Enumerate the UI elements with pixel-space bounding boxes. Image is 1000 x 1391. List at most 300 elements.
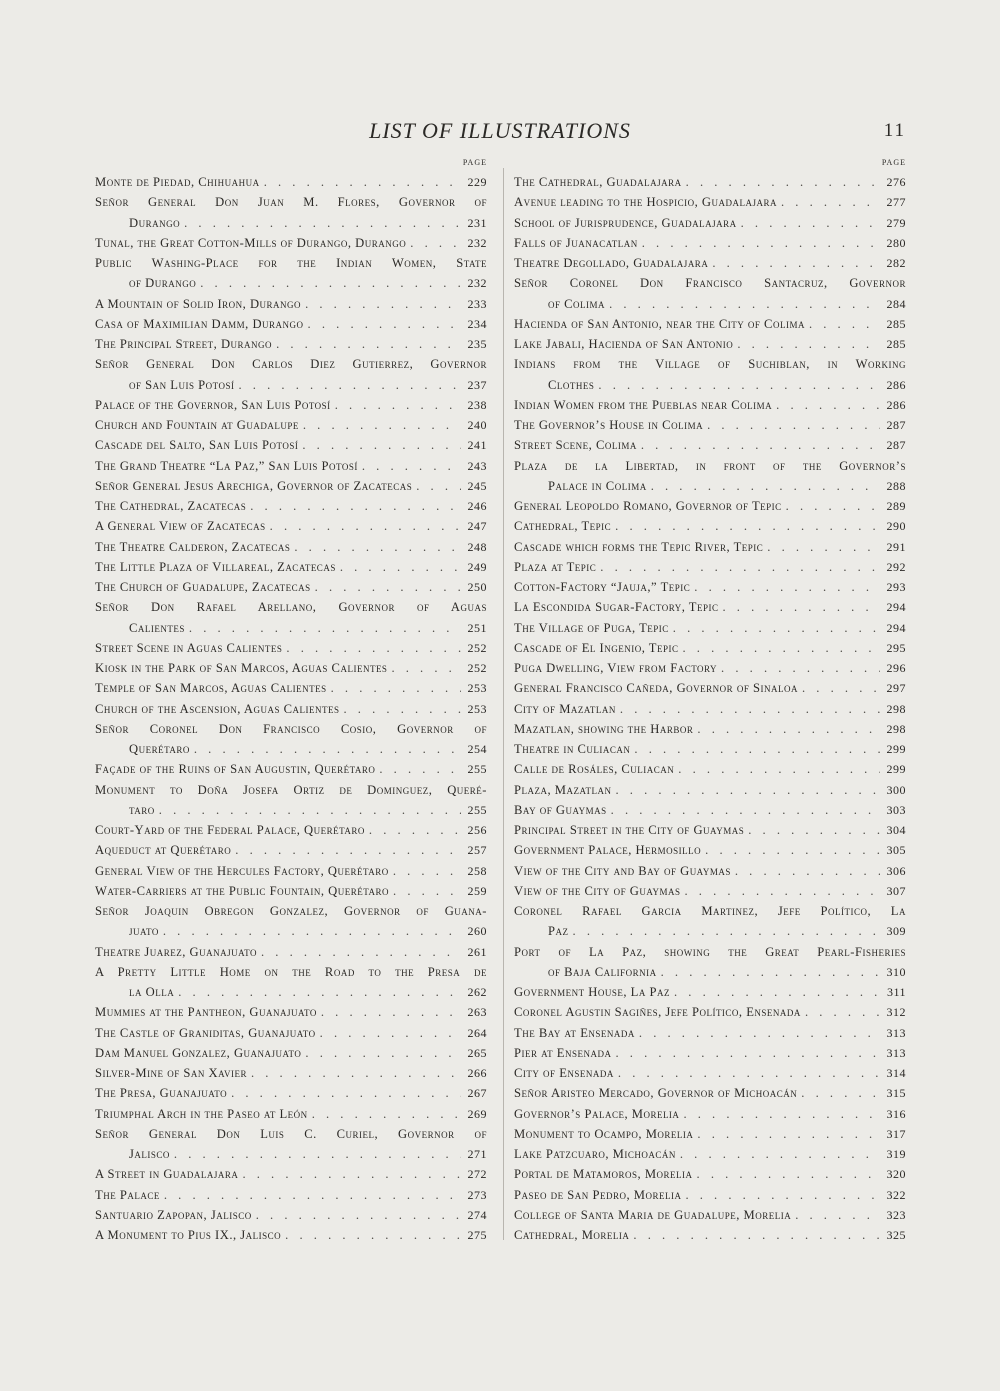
dot-leader (159, 800, 461, 820)
dot-leader (305, 1043, 461, 1063)
entry-page-number: 313 (886, 1025, 906, 1040)
entry-title-line: Señor Coronel Don Francisco Cosio, Governor of (95, 721, 487, 736)
entry-page-number: 287 (886, 418, 906, 432)
list-item (514, 1083, 906, 1103)
dot-leader (344, 699, 462, 719)
list-item (514, 1002, 906, 1022)
dot-leader (661, 962, 880, 982)
list-item (514, 334, 906, 354)
page-header (0, 116, 1000, 146)
entry-page-number: 271 (467, 1147, 487, 1161)
entry-title-line: View of the City and Bay of Guaymas (514, 863, 731, 878)
list-item (514, 192, 906, 212)
entry-title-line: Lake Jabali, Hacienda of San Antonio (514, 337, 734, 351)
entry-page-number: 262 (467, 985, 487, 999)
dot-leader (184, 213, 461, 233)
list-item (95, 1225, 487, 1245)
entry-title-line: Coronel Agustin Sagiñes, Jefe Político, Ensenada (514, 1005, 801, 1020)
entry-page-number: 310 (886, 964, 906, 979)
entry-page-number: 269 (467, 1106, 487, 1121)
entry-title-line: Triumphal Arch in the Paseo at León (95, 1106, 308, 1121)
dot-leader (712, 253, 880, 273)
list-item (514, 1205, 906, 1225)
list-item (514, 901, 906, 942)
list-item (514, 172, 906, 192)
entry-title-line: la Olla (129, 985, 175, 999)
dot-leader (801, 1083, 880, 1103)
entry-title-line: Pier at Ensenada (514, 1045, 612, 1060)
dot-leader (697, 719, 880, 739)
entry-page-number: 280 (886, 235, 906, 250)
entry-title-line: Coronel Rafael Garcia Martinez, Jefe Político, La (514, 904, 906, 918)
dot-leader (416, 476, 461, 496)
entry-page-number: 257 (467, 843, 487, 858)
list-item (514, 233, 906, 253)
dot-leader (600, 557, 880, 577)
entry-title-line: of Baja California (548, 964, 657, 979)
entry-title-line: La Escondida Sugar-Factory, Tepic (514, 600, 719, 615)
dot-leader (393, 861, 461, 881)
entry-page-number: 322 (886, 1187, 906, 1202)
dot-leader (294, 537, 461, 557)
dot-leader (767, 537, 880, 557)
entry-title-line: Cathedral, Morelia (514, 1228, 630, 1242)
entry-title-line: of Durango (129, 276, 197, 291)
dot-leader (616, 1043, 881, 1063)
entry-title-line: The Presa, Guanajuato (95, 1086, 228, 1101)
entry-title-line: Port of La Paz, showing the Great Pearl-Fisheries (514, 944, 906, 959)
entry-title-line: Theatre Juarez, Guanajuato (95, 944, 257, 959)
entry-title-line: Façade of the Ruins of San Augustin, Querétaro (95, 762, 376, 777)
dot-leader (315, 577, 461, 597)
dot-leader (303, 415, 461, 435)
entry-title-line: Cotton-Factory “Jauja,” Tepic (514, 580, 691, 594)
dot-leader (639, 1023, 880, 1043)
dot-leader (620, 699, 880, 719)
list-item (95, 1205, 487, 1225)
entry-page-number: 285 (886, 316, 906, 331)
list-item (514, 456, 906, 497)
dot-leader (618, 1063, 880, 1083)
entry-title-line: The Bay at Ensenada (514, 1025, 635, 1040)
entry-title-line: Street Scene, Colima (514, 438, 637, 453)
entry-title-line: Portal de Matamoros, Morelia (514, 1167, 693, 1182)
column-divider (503, 168, 504, 1240)
list-item (95, 314, 487, 334)
entry-title-line: College of Santa Maria de Guadalupe, Morelia (514, 1207, 792, 1222)
entry-title-line: A General View of Zacatecas (95, 519, 266, 534)
dot-leader (802, 678, 880, 698)
list-item (95, 658, 487, 678)
entry-title-line: Señor Aristeo Mercado, Governor of Michoacán (514, 1086, 798, 1101)
list-item (95, 678, 487, 698)
entry-title-line: A Pretty Little Home on the Road to the Presa de (95, 964, 487, 979)
entry-title-line: City of Mazatlan (514, 701, 616, 716)
list-item (95, 334, 487, 354)
dot-leader (305, 294, 461, 314)
entry-title-line: The Governor’s House in Colima (514, 418, 704, 432)
entry-title-line: Indian Women from the Pueblas near Colima (514, 397, 773, 412)
entry-page-number: 292 (886, 559, 906, 574)
entry-title-line: The Principal Street, Durango (95, 337, 273, 351)
entry-title-line: Lake Patzcuaro, Michoacán (514, 1147, 676, 1161)
entry-title-line: Durango (129, 215, 181, 230)
dot-leader (256, 1205, 461, 1225)
entry-title-line: Theatre in Culiacan (514, 742, 631, 756)
list-item (514, 314, 906, 334)
list-item (95, 699, 487, 719)
entry-page-number: 259 (467, 883, 487, 898)
entry-page-number: 250 (467, 580, 487, 594)
entry-page-number: 294 (886, 620, 906, 635)
dot-leader (707, 415, 880, 435)
dot-leader (786, 496, 880, 516)
entry-page-number: 303 (886, 802, 906, 817)
page-title: LIST OF ILLUSTRATIONS (369, 118, 631, 143)
entry-page-number: 245 (467, 478, 487, 493)
list-item (514, 1185, 906, 1205)
entry-title-line: School of Jurisprudence, Guadalajara (514, 215, 737, 230)
entry-page-number: 314 (886, 1066, 906, 1080)
dot-leader (741, 213, 880, 233)
entry-title-line: Señor General Jesus Arechiga, Governor of Zacatecas (95, 478, 413, 493)
entry-title-line: Paz (548, 924, 569, 939)
dot-leader (235, 840, 461, 860)
entry-page-number: 261 (467, 944, 487, 959)
list-item (95, 1185, 487, 1205)
list-item (95, 1124, 487, 1165)
list-item (514, 1043, 906, 1063)
entry-page-number: 293 (886, 580, 906, 594)
entry-page-number: 315 (886, 1086, 906, 1101)
entry-page-number: 252 (467, 640, 487, 655)
entry-title-line: Monte de Piedad, Chihuahua (95, 175, 260, 189)
entry-page-number: 232 (467, 276, 487, 291)
entry-page-number: 255 (467, 762, 487, 777)
dot-leader (611, 800, 880, 820)
left-column (95, 158, 487, 1245)
dot-leader (735, 861, 880, 881)
list-item (514, 719, 906, 739)
dot-leader (410, 233, 461, 253)
list-item (514, 1124, 906, 1144)
entry-page-number: 279 (886, 215, 906, 230)
list-item (514, 435, 906, 455)
entry-page-number: 290 (886, 519, 906, 534)
entry-page-number: 253 (467, 701, 487, 716)
entry-title-line: Government Palace, Hermosillo (514, 843, 702, 858)
entry-page-number: 274 (467, 1207, 487, 1222)
entry-title-line: Cascade of El Ingenio, Tepic (514, 640, 679, 655)
list-item (95, 719, 487, 760)
entry-title-line: General Leopoldo Romano, Governor of Tepic (514, 499, 782, 513)
list-item (514, 597, 906, 617)
entry-page-number: 300 (886, 782, 906, 797)
dot-leader (686, 172, 880, 192)
entry-page-number: 316 (886, 1106, 906, 1121)
entry-page-number: 323 (886, 1207, 906, 1222)
entry-title-line: Casa of Maximilian Damm, Durango (95, 316, 304, 331)
entry-page-number: 233 (467, 296, 487, 311)
entry-page-number: 298 (886, 701, 906, 716)
entry-title-line: Church of the Ascension, Aguas Calientes (95, 701, 340, 716)
dot-leader (683, 1104, 880, 1124)
entry-title-line: Public Washing-Place for the Indian Women, State (95, 256, 487, 270)
dot-leader (242, 1164, 461, 1184)
list-item (95, 415, 487, 435)
entry-page-number: 319 (886, 1147, 906, 1161)
entry-page-number: 253 (467, 681, 487, 696)
entry-page-number: 288 (886, 478, 906, 493)
entry-title-line: The Little Plaza of Villareal, Zacatecas (95, 559, 336, 574)
entry-page-number: 272 (467, 1167, 487, 1182)
list-item (95, 840, 487, 860)
list-item (95, 476, 487, 496)
entry-page-number: 286 (886, 397, 906, 412)
list-item (95, 1083, 487, 1103)
dot-leader (615, 516, 880, 536)
entry-title-line: Puga Dwelling, View from Factory (514, 661, 718, 675)
dot-leader (379, 759, 461, 779)
dot-leader (276, 334, 461, 354)
entry-page-number: 275 (467, 1228, 487, 1242)
entry-page-number: 243 (467, 458, 487, 473)
dot-leader (634, 739, 880, 759)
entry-title-line: Governor’s Palace, Morelia (514, 1106, 680, 1121)
list-item (95, 496, 487, 516)
dot-leader (308, 314, 461, 334)
list-item (514, 273, 906, 314)
entry-title-line: Tunal, the Great Cotton-Mills of Durango, Durango (95, 235, 407, 250)
entry-title-line: Plaza, Mazatlan (514, 782, 612, 797)
list-item (514, 658, 906, 678)
list-item (514, 537, 906, 557)
entry-page-number: 299 (886, 742, 906, 756)
list-item (514, 1164, 906, 1184)
entry-page-number: 265 (467, 1045, 487, 1060)
dot-leader (251, 1063, 461, 1083)
list-item (514, 678, 906, 698)
dot-leader (174, 1144, 461, 1164)
page-column-heading: PAGE (881, 158, 906, 167)
entry-page-number: 238 (467, 397, 487, 412)
list-item (514, 800, 906, 820)
entry-title-line: Señor Joaquin Obregon Gonzalez, Governor of Guana- (95, 904, 487, 918)
entry-title-line: The Castle of Graniditas, Guanajuato (95, 1025, 316, 1040)
entry-title-line: of Colima (548, 296, 606, 311)
entry-title-line: Señor Coronel Don Francisco Santacruz, Governor (514, 276, 906, 291)
entry-page-number: 252 (467, 661, 487, 675)
entry-title-line: View of the City of Guaymas (514, 883, 681, 898)
entry-title-line: Cathedral, Tepic (514, 519, 612, 534)
list-item (514, 557, 906, 577)
entry-page-number: 284 (886, 296, 906, 311)
entry-page-number: 232 (467, 235, 487, 250)
entry-title-line: Indians from the Village of Suchiblan, in Working (514, 357, 906, 372)
entry-title-line: City of Ensenada (514, 1066, 614, 1080)
list-item (514, 1225, 906, 1245)
dot-leader (683, 638, 881, 658)
entry-page-number: 246 (467, 499, 487, 513)
illustration-list-right (514, 172, 906, 1245)
dot-leader (393, 881, 461, 901)
dot-leader (721, 658, 880, 678)
entry-title-line: Church and Fountain at Guadalupe (95, 418, 299, 432)
dot-leader (723, 597, 881, 617)
list-item (514, 942, 906, 983)
entry-title-line: juato (129, 924, 159, 939)
dot-leader (178, 982, 461, 1002)
dot-leader (685, 1185, 880, 1205)
list-item (95, 435, 487, 455)
list-item (95, 942, 487, 962)
list-item (95, 901, 487, 942)
entry-page-number: 307 (886, 883, 906, 898)
list-item (514, 881, 906, 901)
entry-title-line: Plaza at Tepic (514, 559, 597, 574)
list-item (514, 699, 906, 719)
list-item (514, 496, 906, 516)
entry-title-line: The Cathedral, Guadalajara (514, 175, 682, 189)
dot-leader (270, 516, 461, 536)
entry-page-number: 305 (886, 843, 906, 858)
list-item (95, 354, 487, 395)
dot-leader (616, 780, 881, 800)
dot-leader (642, 233, 880, 253)
list-item (95, 233, 487, 253)
dot-leader (321, 1002, 461, 1022)
page-column-heading: PAGE (462, 158, 487, 167)
dot-leader (320, 1023, 461, 1043)
entry-title-line: A Street in Guadalajara (95, 1167, 239, 1182)
entry-page-number: 249 (467, 559, 487, 574)
dot-leader (285, 1225, 461, 1245)
entry-page-number: 231 (467, 215, 487, 230)
entry-page-number: 286 (886, 377, 906, 392)
list-item (514, 415, 906, 435)
entry-title-line: taro (129, 802, 155, 817)
entry-page-number: 317 (886, 1126, 906, 1141)
entry-title-line: Aqueduct at Querétaro (95, 843, 232, 858)
list-item (514, 253, 906, 273)
list-item (514, 618, 906, 638)
entry-title-line: Señor Don Rafael Arellano, Governor of Aguas (95, 600, 487, 615)
list-item (95, 962, 487, 1003)
dot-leader (673, 618, 880, 638)
entry-page-number: 299 (886, 762, 906, 777)
entry-page-number: 295 (886, 640, 906, 655)
dot-leader (286, 638, 461, 658)
right-column (514, 158, 906, 1245)
list-item (95, 597, 487, 638)
entry-page-number: 294 (886, 600, 906, 615)
entry-title-line: The Cathedral, Zacatecas (95, 499, 247, 513)
entry-title-line: Kiosk in the Park of San Marcos, Aguas Calientes (95, 661, 388, 675)
list-item (95, 577, 487, 597)
entry-page-number: 276 (886, 175, 906, 189)
entry-page-number: 311 (886, 985, 906, 999)
dot-leader (573, 921, 880, 941)
entry-title-line: Palace of the Governor, San Luis Potosí (95, 397, 331, 412)
entry-title-line: Señor General Don Carlos Diez Gutierrez, Governor (95, 357, 487, 372)
illustration-list-left (95, 172, 487, 1245)
entry-page-number: 267 (467, 1086, 487, 1101)
list-item (95, 861, 487, 881)
list-item (95, 253, 487, 294)
dot-leader (598, 375, 880, 395)
entry-page-number: 266 (467, 1066, 487, 1080)
entry-page-number: 254 (467, 742, 487, 756)
entry-page-number: 282 (886, 256, 906, 270)
dot-leader (369, 820, 461, 840)
entry-title-line: Plaza de la Libertad, in front of the Governor’s (514, 458, 906, 473)
list-item (95, 881, 487, 901)
dot-leader (609, 294, 880, 314)
dot-leader (200, 273, 461, 293)
list-item (514, 982, 906, 1002)
entry-title-line: Theatre Degollado, Guadalajara (514, 256, 709, 270)
entry-title-line: Palace in Colima (548, 478, 647, 493)
list-item (514, 213, 906, 233)
entry-page-number: 237 (467, 377, 487, 392)
entry-page-number: 256 (467, 823, 487, 837)
entry-title-line: Falls of Juanacatlan (514, 235, 638, 250)
dot-leader (805, 1002, 880, 1022)
entry-page-number: 229 (467, 175, 487, 189)
entry-title-line: Temple of San Marcos, Aguas Calientes (95, 681, 327, 696)
dot-leader (335, 395, 461, 415)
entry-page-number: 235 (467, 337, 487, 351)
entry-page-number: 304 (886, 823, 906, 837)
entry-page-number: 325 (886, 1228, 906, 1242)
list-item (95, 516, 487, 536)
list-item (95, 1063, 487, 1083)
dot-leader (239, 375, 462, 395)
entry-title-line: Avenue leading to the Hospicio, Guadalajara (514, 195, 777, 210)
list-item (95, 1002, 487, 1022)
list-item (95, 294, 487, 314)
entry-title-line: Clothes (548, 377, 595, 392)
entry-page-number: 289 (886, 499, 906, 513)
dot-leader (781, 192, 880, 212)
dot-leader (697, 1164, 880, 1184)
list-item (514, 638, 906, 658)
list-item (95, 557, 487, 577)
list-item (514, 840, 906, 860)
entry-title-line: Paseo de San Pedro, Morelia (514, 1187, 682, 1202)
page-number: 11 (883, 120, 906, 141)
list-item (95, 537, 487, 557)
dot-leader (651, 476, 880, 496)
dot-leader (261, 942, 461, 962)
entry-page-number: 277 (886, 195, 906, 210)
dot-leader (641, 435, 880, 455)
entry-title-line: The Church of Guadalupe, Zacatecas (95, 580, 311, 594)
list-item (95, 172, 487, 192)
list-item (95, 1023, 487, 1043)
dot-leader (302, 435, 461, 455)
entry-page-number: 306 (886, 863, 906, 878)
entry-page-number: 287 (886, 438, 906, 453)
list-item (514, 516, 906, 536)
entry-title-line: General Francisco Cañeda, Governor of Sinaloa (514, 681, 798, 696)
dot-leader (362, 456, 461, 476)
list-item (514, 780, 906, 800)
entry-page-number: 309 (886, 924, 906, 939)
list-item (514, 739, 906, 759)
list-item (95, 456, 487, 476)
entry-title-line: Señor General Don Luis C. Curiel, Governor of (95, 1126, 487, 1141)
